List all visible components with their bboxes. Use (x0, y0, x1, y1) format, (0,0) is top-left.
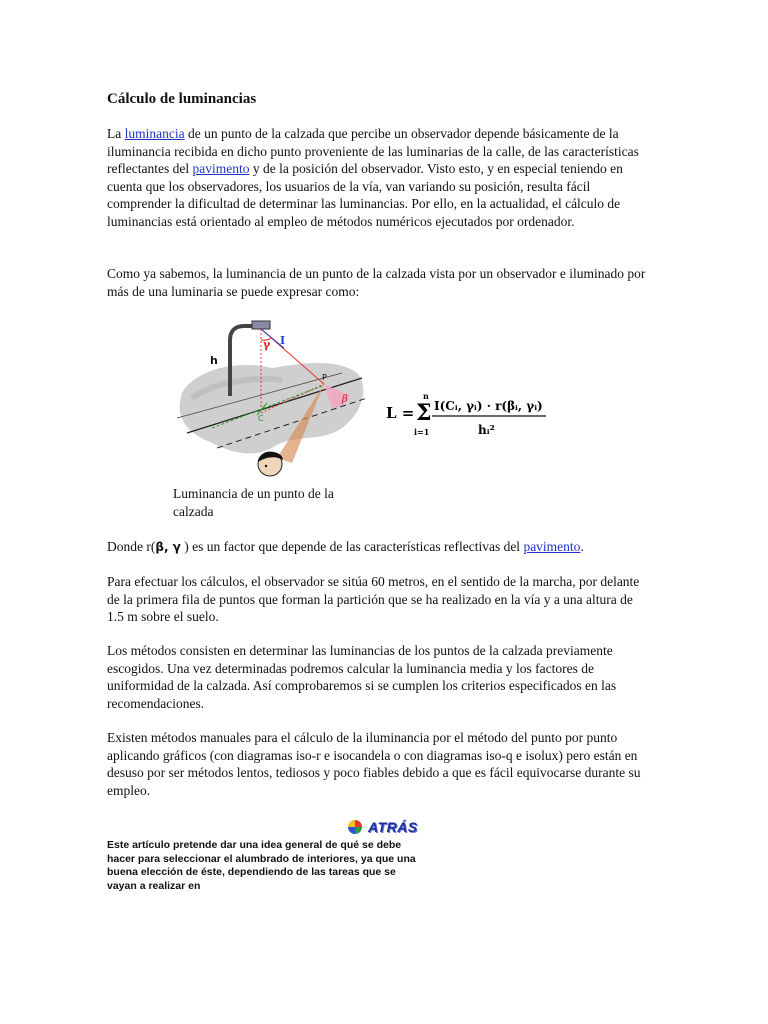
formula-sum-bottom: i=1 (414, 427, 430, 437)
beta-gamma-symbols: β, γ (155, 540, 181, 554)
text: Donde r( (107, 539, 156, 554)
text: y de la posición del observador. Visto esto, y en especial teniendo en cuenta que los observadores, los usuarios de la vía, van variando su posición, resulta fácil comprender la dificultad de determinar las luminancias. Por ello, en la actualidad, el cálculo de luminancias está orientado al empleo de métodos numéricos ejecutados por ordenador. (107, 161, 623, 229)
paragraph-expression: Como ya sabemos, la luminancia de un punto de la calzada vista por un observador e iluminado por más de una luminaria se puede expresar como: (107, 266, 646, 299)
formula-svg (386, 387, 551, 443)
pavimento-link[interactable]: pavimento (192, 161, 250, 177)
pavimento-link-2[interactable]: pavimento (523, 539, 581, 554)
paragraph-manuales: Existen métodos manuales para el cálculo de la iluminancia por el método del punto por punto aplicando gráficos (con diagramas iso-r e isocandela o con diagramas iso-q e isolux) pero están en desuso por ser métodos lentos, tediosos y poco fiables debido a que es fácil equivocarse durante su empleo. (107, 730, 641, 798)
page-title: Cálculo de luminancias (107, 91, 257, 107)
luminance-illustration (172, 318, 372, 483)
paragraph-metodos: Los métodos consisten en determinar las luminancias de los puntos de la calzada previamente escogidos. Una vez determinadas podremos calcular la luminancia media y los factores de uniformidad de la calzada. Así comprobaremos si se cumplen los criterios especificados en las recomendaciones. (107, 643, 617, 711)
formula-lhs: L = (386, 404, 415, 422)
paragraph-calculos: Para efectuar los cálculos, el observador se sitúa 60 metros, en el sentido de la marcha, por delante de la primera fila de puntos que forman la partición que se ha realizado en la vía y a una altura de 1.5 m sobre el suelo. (107, 574, 640, 625)
formula-sum-top: n (423, 391, 429, 401)
label-beta: β (342, 394, 348, 405)
label-C: C (258, 414, 264, 423)
back-button[interactable] (348, 819, 418, 835)
text: . (580, 539, 584, 554)
article-note: Este artículo pretende dar una idea general de qué se debe hacer para seleccionar el alumbrado de interiores, ya que una buena elección de éste, dependiendo de las tareas que se vayan a realizar en (107, 839, 416, 892)
text: de un punto de la calzada que percibe un observador depende básicamente de la iluminancia recibida en dicho punto proveniente de las luminarias de la calle, de las características reflectantes del (107, 126, 639, 177)
color-wheel-icon (348, 820, 362, 834)
luminancia-link[interactable]: luminancia (124, 126, 185, 141)
text: ) es un factor que depende de las características reflectivas del (180, 539, 524, 554)
formula-denominator: hᵢ² (478, 423, 495, 437)
paragraph-donde (107, 538, 647, 557)
luminance-formula (386, 387, 551, 447)
sum-symbol: Σ (416, 400, 432, 426)
label-I: I (280, 334, 286, 347)
label-P: P (322, 373, 327, 382)
text: La (107, 126, 125, 141)
paragraph-intro (107, 125, 647, 231)
label-gamma: γ (263, 338, 271, 351)
figure-caption: Luminancia de un punto de la calzada (173, 486, 334, 519)
label-h: h (210, 354, 218, 367)
lamp-head (252, 321, 270, 329)
back-label: ATRÁS (368, 819, 418, 835)
formula-numerator: I(Cᵢ, γᵢ) · r(βᵢ, γᵢ) (434, 399, 543, 413)
